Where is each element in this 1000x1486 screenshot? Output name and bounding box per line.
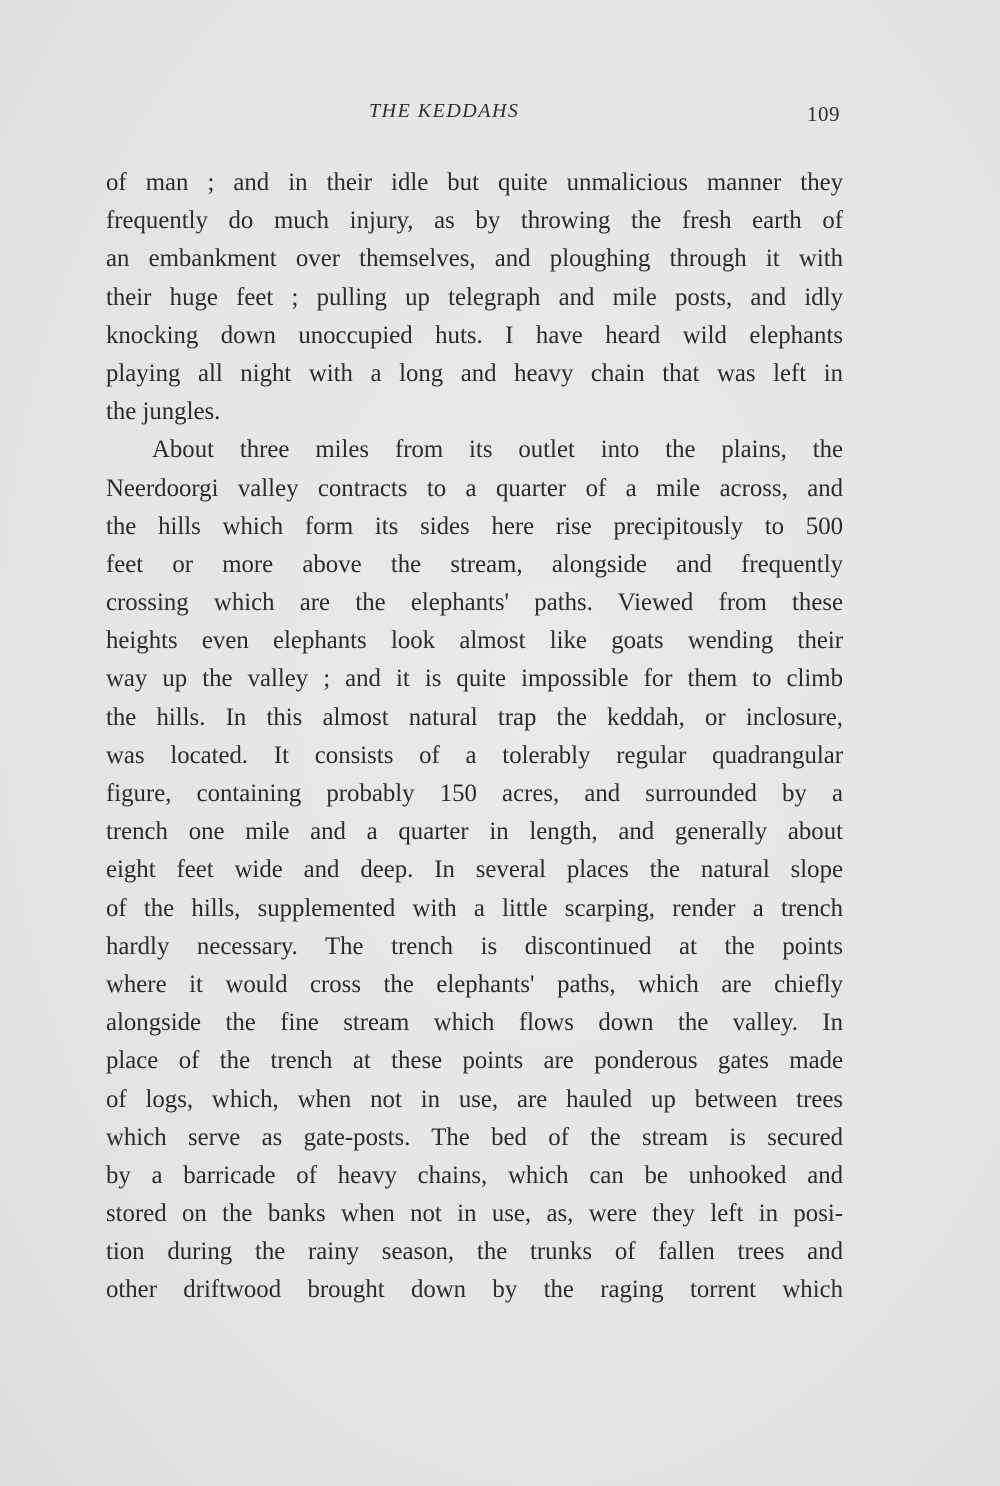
text-line: stored on the banks when not in use, as, were they left in posi- xyxy=(106,1200,843,1228)
text-line: About three miles from its outlet into the plains, the xyxy=(152,436,843,464)
text-line: heights even elephants look almost like goats wending their xyxy=(106,627,843,655)
text-line: of man ; and in their idle but quite unmalicious manner they xyxy=(106,169,843,196)
text-line: of the hills, supplemented with a little scarping, render a trench xyxy=(106,894,843,922)
text-line: hardly necessary. The trench is discontinued at the points xyxy=(106,932,843,960)
text-line: crossing which are the elephants' paths. Viewed from these xyxy=(106,589,843,617)
text-line: frequently do much injury, as by throwing the fresh earth of xyxy=(106,207,843,235)
text-line: the jungles. xyxy=(106,398,221,426)
text-line: the hills which form its sides here rise precipitously to 500 xyxy=(106,512,843,540)
text-line: the hills. In this almost natural trap the keddah, or inclosure, xyxy=(106,703,843,731)
running-head xyxy=(0,100,1000,130)
text-line: trench one mile and a quarter in length, and generally about xyxy=(106,818,843,846)
text-line: way up the valley ; and it is quite impossible for them to climb xyxy=(106,665,843,693)
text-line: alongside the fine stream which flows down the valley. In xyxy=(106,1009,843,1037)
text-line: eight feet wide and deep. In several places the natural slope xyxy=(106,856,843,884)
text-line: of logs, which, when not in use, are hauled up between trees xyxy=(106,1085,843,1113)
text-line: which serve as gate-posts. The bed of the stream is secured xyxy=(106,1123,843,1151)
text-line: place of the trench at these points are ponderous gates made xyxy=(106,1047,843,1075)
text-line: was located. It consists of a tolerably regular quadrangular xyxy=(106,741,843,769)
text-line: Neerdoorgi valley contracts to a quarter of a mile across, and xyxy=(106,474,843,502)
body-text xyxy=(106,164,843,1310)
text-line: by a barricade of heavy chains, which can be unhooked and xyxy=(106,1161,843,1189)
text-line: playing all night with a long and heavy chain that was left in xyxy=(106,359,843,387)
text-line: their huge feet ; pulling up telegraph and mile posts, and idly xyxy=(106,283,843,311)
text-line: feet or more above the stream, alongside and frequently xyxy=(106,550,843,578)
text-line: knocking down unoccupied huts. I have heard wild elephants xyxy=(106,321,843,349)
text-line: an embankment over themselves, and ploughing through it with xyxy=(106,245,843,273)
text-line: tion during the rainy season, the trunks of fallen trees and xyxy=(106,1238,843,1266)
text-line: figure, containing probably 150 acres, and surrounded by a xyxy=(106,780,843,807)
running-head-title: THE KEDDAHS xyxy=(369,100,520,122)
text-line: where it would cross the elephants' paths, which are chiefly xyxy=(106,970,843,998)
text-line: other driftwood brought down by the raging torrent which xyxy=(106,1276,843,1304)
page-number: 109 xyxy=(807,102,840,126)
